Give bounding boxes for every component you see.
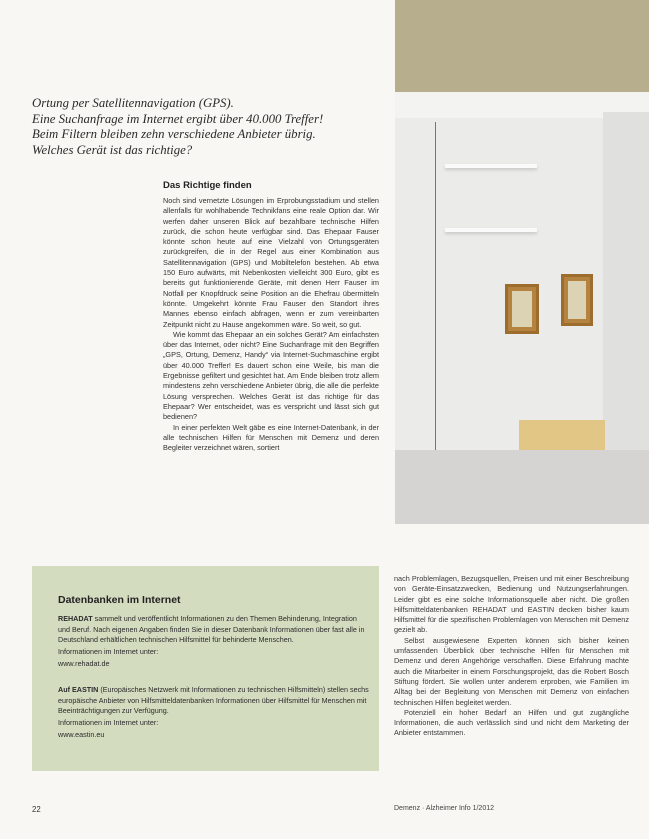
intro-line: Ortung per Satellitennavigation (GPS).	[32, 96, 234, 110]
photo-picture-frame-right	[561, 274, 593, 326]
infobox-info-label: Informationen im Internet unter:	[58, 718, 159, 728]
database-infobox	[32, 566, 379, 771]
intro-teaser	[32, 96, 382, 158]
continuation-paragraph: nach Problemlagen, Bezugsquellen, Preisen und mit einer Beschreibung von Geräte-Einsatzzwecken, Bedienung und Nutzungserfahrungen. Leider gibt es eine solche Informationsquelle aber nicht. Die großen Hilfsmitteldatenbanken REHADAT und EASTIN decken bisher kaum Hilfsmittel für die spezifischen Problemlagen von Menschen mit Demenz gezielt ab.	[394, 574, 629, 635]
continuation-paragraph: Potenziell ein hoher Bedarf an Hilfen und gut zugängliche Informationen, die auch verlässlich sind und nicht dem Marketing der Anbieter entstammen.	[394, 707, 629, 738]
top-color-band	[395, 0, 649, 92]
article-paragraph: In einer perfekten Welt gäbe es eine Internet-Datenbank, in der alle technischen Hilfen für Menschen mit Demenz und deren Begleiter verzeichnet wären, sortiert	[163, 422, 379, 453]
infobox-brand: Auf EASTIN	[58, 685, 99, 694]
infobox-brand: REHADAT	[58, 614, 93, 623]
room-photo	[395, 92, 649, 524]
infobox-entry-eastin	[58, 685, 370, 741]
section-heading: Das Richtige finden	[163, 180, 252, 191]
infobox-entry-text	[58, 685, 370, 717]
intro-line: Beim Filtern bleiben zehn verschiedene Anbieter übrig.	[32, 127, 316, 142]
infobox-url-link[interactable]: www.rehadat.de	[58, 658, 110, 668]
infobox-description: (Europäisches Netzwerk mit Informationen zu technischen Hilfsmitteln) stellen sechs europäische Anbieter von Hilfsmitteldatenbanken Informationen über Hilfsmittel für Menschen mit Beeinträchtigungen zur Verfügung.	[58, 685, 369, 716]
continuation-column	[394, 574, 629, 739]
photo-cord	[435, 122, 436, 452]
infobox-url-link[interactable]: www.eastin.eu	[58, 729, 105, 739]
infobox-info-label: Informationen im Internet unter:	[58, 647, 159, 657]
infobox-entry-text	[58, 614, 370, 646]
page-number: 22	[32, 805, 41, 814]
article-paragraph: Noch sind vernetzte Lösungen im Erprobungsstadium und stellen allenfalls für wohlhabende Technikfans eine reale Option dar. Wir werfen daher unseren Blick auf bezahlbare technische Hilfen zurück, die schon heute verfügbar sind. Das Ehepaar Fauser könnte schon heute auf eine Vielzahl von Ortungsgeräten zurückgreifen, die in der Regel aus einer Kombination aus Satellitennavigation (GPS) und Mobiltelefon bestehen. Ab etwa 150 Euro aufwärts, mit Nebenkosten vielleicht 300 Euro, gibt es bereits gut funktionierende Geräte, mit denen Herr Fauser im Notfall per Knopfdruck seine Position an die Ehefrau übermitteln könnte. Umgekehrt könnte Frau Fauser den Standort ihres Mannes ebenso einfach abfragen, wenn er zum vereinbarten Zeitpunkt nicht zu Hause angekommen wäre. So weit, so gut.	[163, 196, 379, 329]
infobox-description: sammelt und veröffentlicht Informationen zu den Themen Behinderung, Integration und Beruf. Nach eigenen Angaben finden Sie in dieser Datenbank Informationen über fast alle in Deutschland erhältlichen technischen Hilfsmittel für behinderte Menschen.	[58, 614, 365, 645]
infobox-entry-rehadat	[58, 614, 370, 670]
article-paragraph: Wie kommt das Ehepaar an ein solches Gerät? Am einfachsten über das Internet, oder nicht? Eine Suchanfrage mit den Begriffen „GPS, Ortung, Demenz, Handy“ via Internet-Suchmaschine ergibt über 40.000 Treffer! Es dauert schon eine Weile, bis man die Ergebnisse gefiltert und gesichtet hat. Am Ende bleiben trotz allem mindestens zehn verschiedene Anbieter übrig, die alle die perfekte Lösung versprechen. Welches Gerät ist das richtige für das Ehepaar? Wer entscheidet, was es verspricht und lässt sich gut bedienen?	[163, 329, 379, 422]
article-column	[163, 196, 379, 453]
intro-line: Eine Suchanfrage im Internet ergibt über 40.000 Treffer!	[32, 111, 324, 126]
continuation-paragraph: Selbst ausgewiesene Experten können sich bisher keinen umfassenden Überblick über technische Hilfen für Menschen mit Demenz und deren Angehörige verschaffen. Diese Erfahrung machte auch die Mitarbeiter in einem Forschungsprojekt, das die Robert Bosch Stiftung fördert. Sie wollen unter anderem erproben, wie Familien im Alltag bei der Begleitung von Menschen mit Demenz von einfachen technischen Hilfen begleitet werden.	[394, 635, 629, 707]
photo-shelf-upper	[445, 164, 537, 168]
infobox-title: Datenbanken im Internet	[58, 594, 181, 606]
intro-line: Welches Gerät ist das richtige?	[32, 142, 193, 157]
photo-picture-frame-left	[505, 284, 539, 334]
photo-floor	[395, 450, 649, 524]
photo-shelf-lower	[445, 228, 537, 232]
footer-source: Demenz · Alzheimer Info 1/2012	[394, 805, 494, 812]
